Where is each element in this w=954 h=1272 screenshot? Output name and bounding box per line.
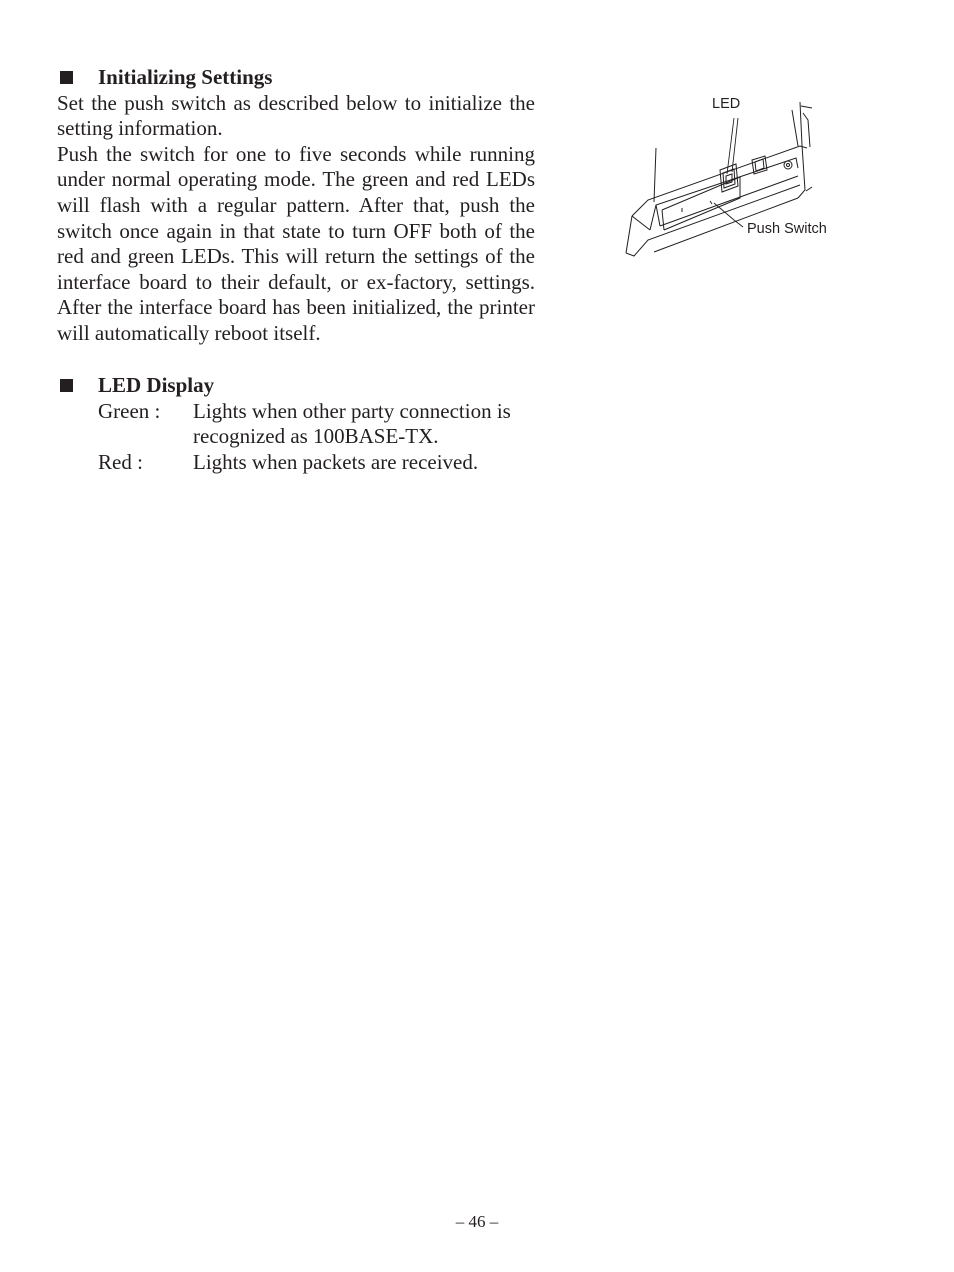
section-led-display [57,373,535,475]
led-item-green [57,399,535,450]
section-heading [57,65,535,91]
section-heading [57,373,535,399]
square-bullet-icon [60,71,73,84]
led-desc: Lights when other party connection is recognized as 100BASE-TX. [193,398,511,449]
square-bullet-icon [60,379,73,392]
interface-board-figure [620,90,845,265]
led-callout-label: LED [712,96,741,112]
heading-text: LED Display [98,373,215,397]
paragraph-intro: Set the push switch as described below to initialize the setting information. [57,90,535,141]
led-term: Red : [98,449,143,474]
heading-text: Initializing Settings [98,65,273,89]
printer-rear-illustration [620,90,845,265]
led-item-red [57,450,535,476]
push-switch-callout-label: Push Switch [747,221,827,237]
section-initializing-settings [57,65,535,347]
led-term: Green : [98,398,161,423]
page-number: – 46 – [455,1212,499,1231]
paragraph-procedure: Push the switch for one to five seconds while running under normal operating mode. The green and red LEDs will flash with a regular pattern. After that, push the switch once again in that state to turn OFF both of the red and green LEDs. This will return the settings of the interface board to their default, or ex-factory, settings. After the interface board has been initialized, the printer will automatically reboot itself. [57,141,535,345]
led-desc: Lights when packets are received. [193,449,479,474]
